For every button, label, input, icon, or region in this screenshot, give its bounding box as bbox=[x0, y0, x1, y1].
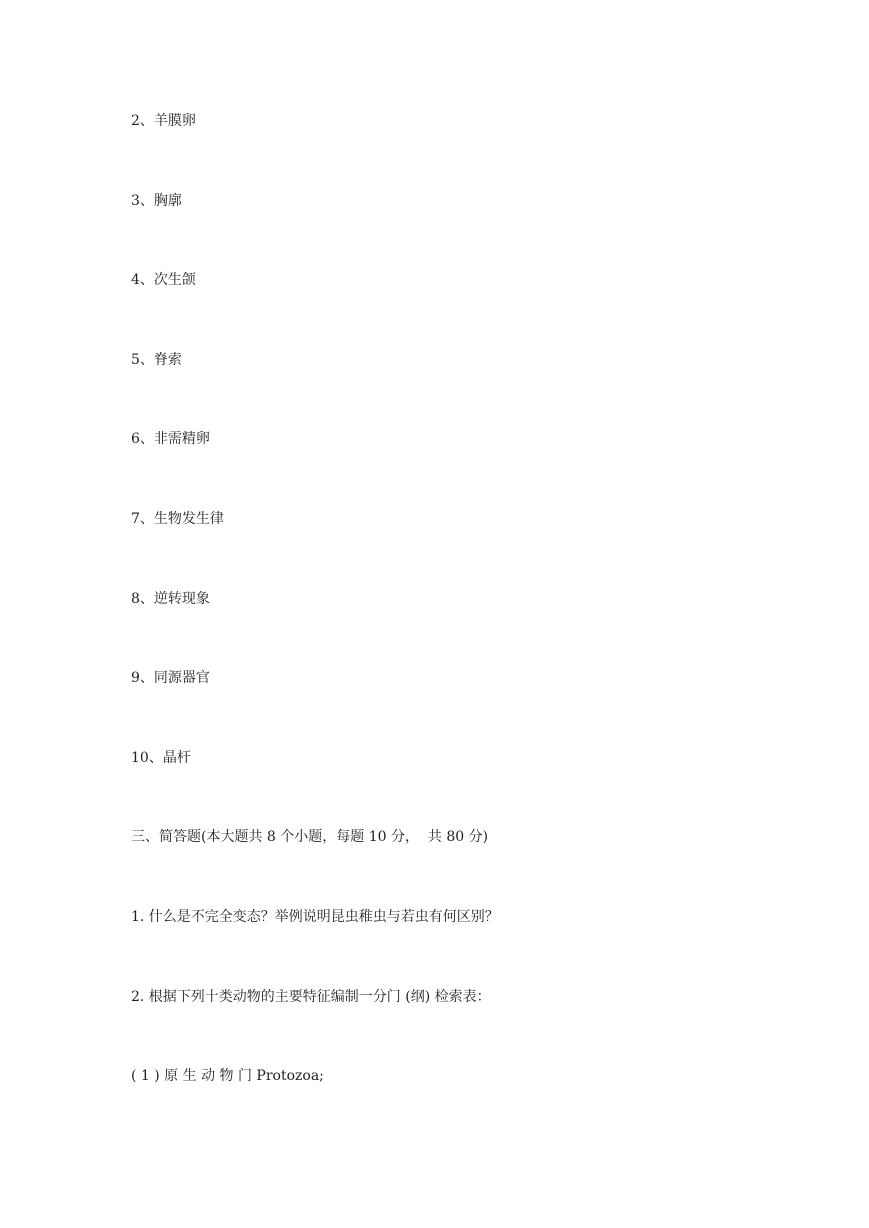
list-item-1-protozoa: ( 1 ) 原 生 动 物 门 Protozoa; bbox=[131, 1068, 324, 1084]
term-5-notochord: 5、脊索 bbox=[131, 352, 182, 368]
question-2: 2. 根据下列十类动物的主要特征编制一分门 (纲) 检索表： bbox=[131, 989, 491, 1005]
term-2-amniotic-egg: 2、羊膜卵 bbox=[131, 113, 196, 129]
term-3-thorax: 3、胸廓 bbox=[131, 193, 182, 209]
term-8-reversal-phenomenon: 8、逆转现象 bbox=[131, 591, 210, 607]
term-10-crystalline-style: 10、晶杆 bbox=[131, 750, 191, 766]
term-4-secondary-jaw: 4、次生颌 bbox=[131, 272, 196, 288]
question-1: 1. 什么是不完全变态？举例说明昆虫稚虫与若虫有何区别？ bbox=[131, 909, 499, 925]
term-9-homologous-organ: 9、同源器官 bbox=[131, 670, 210, 686]
term-7-biogenetic-law: 7、生物发生律 bbox=[131, 511, 224, 527]
term-6-parthenogenetic-egg: 6、非需精卵 bbox=[131, 431, 210, 447]
section-heading-short-answer: 三、简答题(本大题共 8 个小题，每题 10 分， 共 80 分) bbox=[131, 829, 489, 845]
